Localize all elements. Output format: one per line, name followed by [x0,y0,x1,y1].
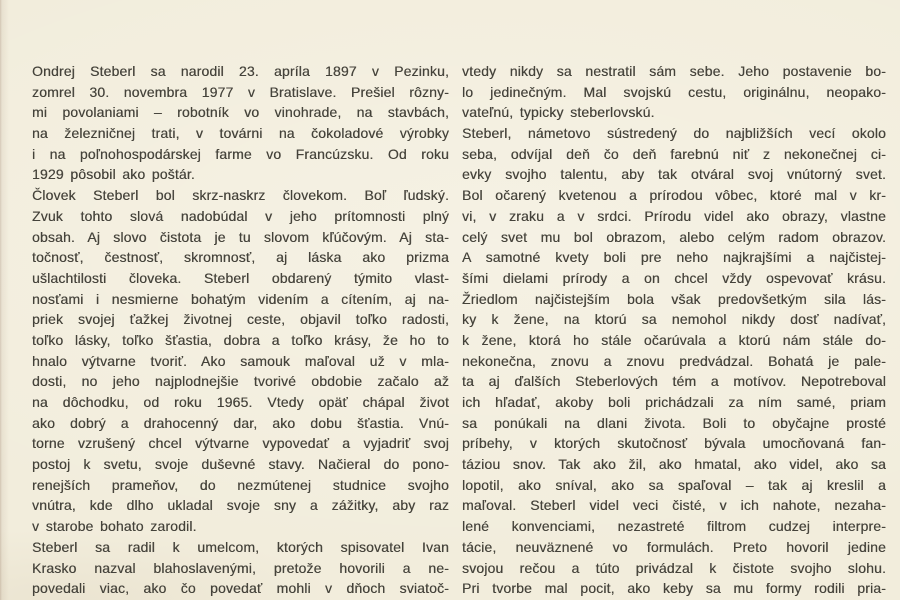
text-line: lopotil, ako sníval, ako sa spaľoval – tak aj kreslil a [462,476,886,493]
text-line: táziou snov. Tak ako žil, ako hmatal, ako videl, ako sa [462,456,886,473]
text-line: Steberl sa radil k umelcom, ktorých spisovatel Ivan [32,538,449,555]
text-line: renejších prameňov, do nezmútenej studnice svojho [32,476,449,493]
text-line: vi, v zraku a v srdci. Prírodu videl ako obrazy, vlastne [462,207,886,224]
text-line: nekonečna, znovu a znovu predvádzal. Bohatá je pale- [462,352,886,369]
text-line: torne vzrušený chcel výtvarne vypovedať a vyjadriť svoj [32,435,449,452]
text-line: dosti, no jeho najplodnejšie tvorivé obdobie začalo až [32,373,449,390]
text-line: vnútra, kde dlho ukladal svoje sny a zážitky, aby raz [32,497,449,514]
text-line: ky k žene, na ktorú sa nemohol nikdy dosť nadívať, [462,311,886,328]
text-line: toľko lásky, toľko šťastia, dobra a toľko krásy, že ho to [32,331,449,348]
text-line: evky svojho talentu, aby tak otváral svoj vnútorný svet. [462,166,886,183]
text-line: Človek Steberl bol skrz-naskrz človekom. Boľ ľudský. [32,187,449,204]
text-column-left [32,61,449,599]
text-line: Ondrej Steberl sa narodil 23. apríla 1897 v Pezinku, [32,63,449,79]
text-column-right [462,61,886,599]
text-line: nosťami i nesmierne bohatým videním a cítením, aj na- [32,290,449,307]
text-line: vtedy nikdy sa nestratil sám sebe. Jeho postavenie bo- [462,63,886,79]
text-line: obsah. Aj slovo čistota je tu slovom kľúčovým. Aj sta- [32,228,449,245]
text-line: A samotné kvety boli pre neho najkrajšími a najčistej- [462,249,886,266]
text-line: ta aj ďalších Steberlových tém a motívov. Nepotreboval [462,373,886,390]
text-line: Krasko nazval blahoslavenými, pretože hovorili a ne- [32,559,449,576]
text-line: na železničnej trati, v továrni na čokoladové výrobky [32,125,449,142]
text-line: tácie, neuväznené vo formulách. Preto hovoril jedine [462,538,886,555]
text-line: ako dobrý a drahocenný dar, ako dobu šťastia. Vnú- [32,414,449,431]
text-line: priek svojej ťažkej životnej ceste, objavil toľko radosti, [32,311,449,328]
text-line: príbehy, v ktorých skutočnosť bývala umocňovaná fan- [462,435,886,452]
text-line: šími dielami prírody a on chcel vždy ospevovať krásu. [462,269,886,286]
text-line: na dôchodku, od roku 1965. Vtedy opäť chápal život [32,394,449,410]
text-line: seba, odvíjal deň čo deň farebnú niť z nekonečnej ci- [462,145,886,162]
text-line: povedali viac, ako čo povedať mohli v dňoch sviatoč- [32,580,449,597]
text-line: Zvuk tohto slová nadobúdal v jeho prítomnosti plný [32,207,449,224]
text-line: postoj k svetu, svoje duševné stavy. Načieral do pono- [32,456,449,473]
text-line: lené konvenciami, nezastreté filtrom cudzej interpre- [462,518,886,535]
text-line: hnalo výtvarne tvoriť. Ako samouk maľoval už v mla- [32,352,449,369]
text-line: maľoval. Steberl videl veci čisté, v ich nahote, nezaha- [462,497,886,514]
text-line: mi povolaniami – robotník vo vinohrade, na stavbách, [32,104,449,121]
text-line: 1929 pôsobil ako poštár. [32,166,195,183]
text-line: ušlachtilosti človeka. Steberl obdarený týmito vlast- [32,269,449,286]
text-line: točnosť, čestnosť, skromnosť, aj láska ako prizma [32,249,449,266]
text-line: ich hľadať, akoby boli prichádzali za ním samé, priam [462,394,886,410]
text-line: Steberl, námetovo sústredený do najbližších vecí okolo [462,125,886,142]
text-line: k žene, ktorá ho stále očarúvala a ktorú nám stále do- [462,331,886,348]
text-line: Žriedlom najčistejším bola však predovšetkým sila lás- [462,290,886,307]
text-line: zomrel 30. novembra 1977 v Bratislave. Prešiel rôzny- [32,83,449,100]
text-line: celý svet mu bol obrazom, alebo celým radom obrazov. [462,228,886,245]
text-line: i na poľnohospodárskej farme vo Francúzsku. Od roku [32,145,449,162]
text-line: Bol očarený kvetenou a prírodou vôbec, ktoré mal v kr- [462,187,886,204]
text-line: Pri tvorbe mal pocit, ako keby sa mu formy rodili pria- [462,580,886,597]
text-line: v starobe bohato zarodil. [32,518,197,535]
text-line: vateľnú, typicky steberlovskú. [462,104,655,121]
text-line: sa ponúkali na dlani života. Boli to obyčajne prosté [462,414,886,431]
text-line: svojou rečou a túto privádzal k čistote svojho slohu. [462,559,886,576]
text-line: lo jedinečným. Mal svojskú cestu, originálnu, neopako- [462,83,886,100]
